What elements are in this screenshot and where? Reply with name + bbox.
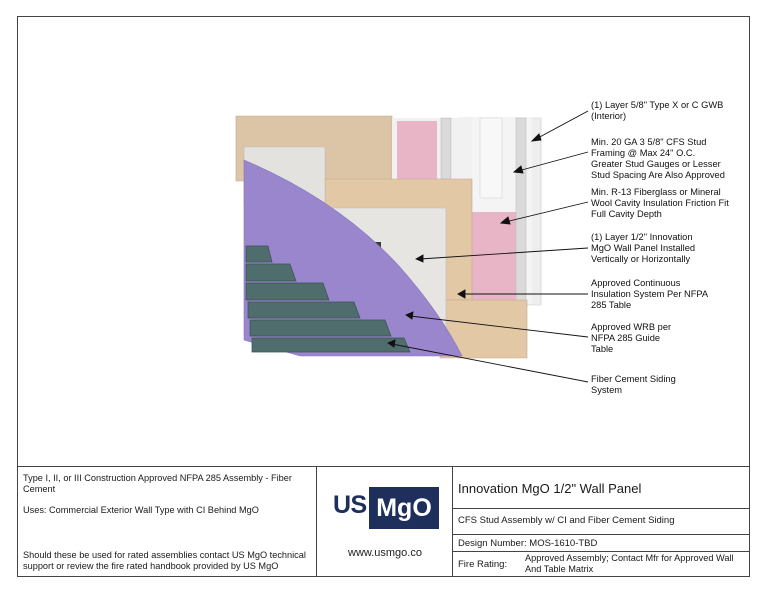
logo-panel	[317, 467, 453, 577]
callout-line: (1) Layer 5/8" Type X or C GWB	[591, 100, 724, 110]
fire-rating-line: And Table Matrix	[525, 564, 594, 574]
fire-rating-value	[525, 553, 734, 575]
cfs-stud-1	[441, 118, 451, 180]
assembly-line: Cement	[23, 484, 56, 494]
callout-stud-framing	[591, 137, 725, 181]
callout-mgo-panel	[591, 232, 695, 265]
design-number-row	[453, 535, 750, 552]
callout-line: Approved WRB per	[591, 322, 672, 332]
subtitle-row	[453, 509, 750, 535]
website-text: www.usmgo.co	[348, 547, 422, 559]
insulation-batt-1	[397, 121, 437, 179]
callout-line: 285 Table	[591, 300, 632, 310]
callout-line: Vertically or Horizontally	[591, 254, 691, 264]
callout-line: Min. R-13 Fiberglass or Mineral	[591, 187, 721, 197]
callout-cavity-insulation	[591, 187, 729, 220]
us-mgo-logo	[333, 487, 437, 529]
callout-line: (Interior)	[591, 111, 627, 121]
product-title-row	[453, 467, 750, 509]
note-line: Should these be used for rated assemblies contact US MgO technical	[23, 550, 306, 560]
callout-gwb	[591, 100, 723, 122]
note-line: support or review the fire rated handbook provided by US MgO	[23, 561, 279, 571]
callout-line: Stud Spacing Are Also Approved	[591, 170, 725, 180]
rated-assembly-note	[23, 550, 306, 572]
callout-line: Framing @ Max 24" O.C.	[591, 148, 696, 158]
siding-board	[246, 246, 272, 262]
callout-line: System	[591, 385, 622, 395]
fire-rating-line: Approved Assembly; Contact Mfr for Approved Wall	[525, 553, 734, 563]
callout-line: Table	[591, 344, 614, 354]
cfs-stud-3	[480, 118, 502, 198]
callout-line: Greater Stud Gauges or Lesser	[591, 159, 721, 169]
callout-fiber-cement-siding	[591, 374, 676, 396]
assembly-line: Type I, II, or III Construction Approved NFPA 285 Assembly - Fiber	[23, 473, 292, 483]
callout-line: Wool Cavity Insulation Friction Fit	[591, 198, 729, 208]
callout-line: Fiber Cement Siding	[591, 374, 676, 384]
callout-line: MgO Wall Panel Installed	[591, 243, 696, 253]
product-info-panel	[453, 467, 750, 577]
insulation-batt-2	[472, 212, 516, 302]
title-block	[17, 466, 750, 577]
siding-board	[248, 302, 360, 318]
assembly-info-panel	[17, 467, 317, 577]
uses-text: Uses: Commercial Exterior Wall Type with CI Behind MgO	[23, 505, 259, 515]
siding-board	[250, 320, 391, 336]
fire-rating-row	[453, 552, 750, 577]
leader-line	[536, 111, 588, 139]
callout-line: NFPA 285 Guide	[591, 333, 661, 343]
assembly-subtitle: CFS Stud Assembly w/ CI and Fiber Cement Siding	[458, 515, 675, 526]
design-number: Design Number: MOS-1610-TBD	[458, 538, 598, 549]
callout-line: (1) Layer 1/2" Innovation	[591, 232, 693, 242]
callout-wrb	[591, 322, 671, 355]
cfs-stud-2	[516, 118, 526, 304]
siding-board	[246, 283, 329, 300]
product-title: Innovation MgO 1/2" Wall Panel	[458, 481, 642, 496]
callout-line: Approved Continuous	[591, 278, 681, 288]
siding-board	[252, 338, 410, 352]
logo-us-text: US	[333, 491, 367, 519]
callout-line: Full Cavity Depth	[591, 209, 662, 219]
callout-line: Insulation System Per NFPA	[591, 289, 709, 299]
fire-rating-label: Fire Rating:	[458, 559, 508, 570]
siding-board	[246, 264, 296, 281]
callout-line: Min. 20 GA 3 5/8" CFS Stud	[591, 137, 707, 147]
assembly-description	[23, 473, 292, 495]
logo-mgo-text: MgO	[369, 487, 439, 529]
callout-continuous-insulation	[591, 278, 708, 311]
